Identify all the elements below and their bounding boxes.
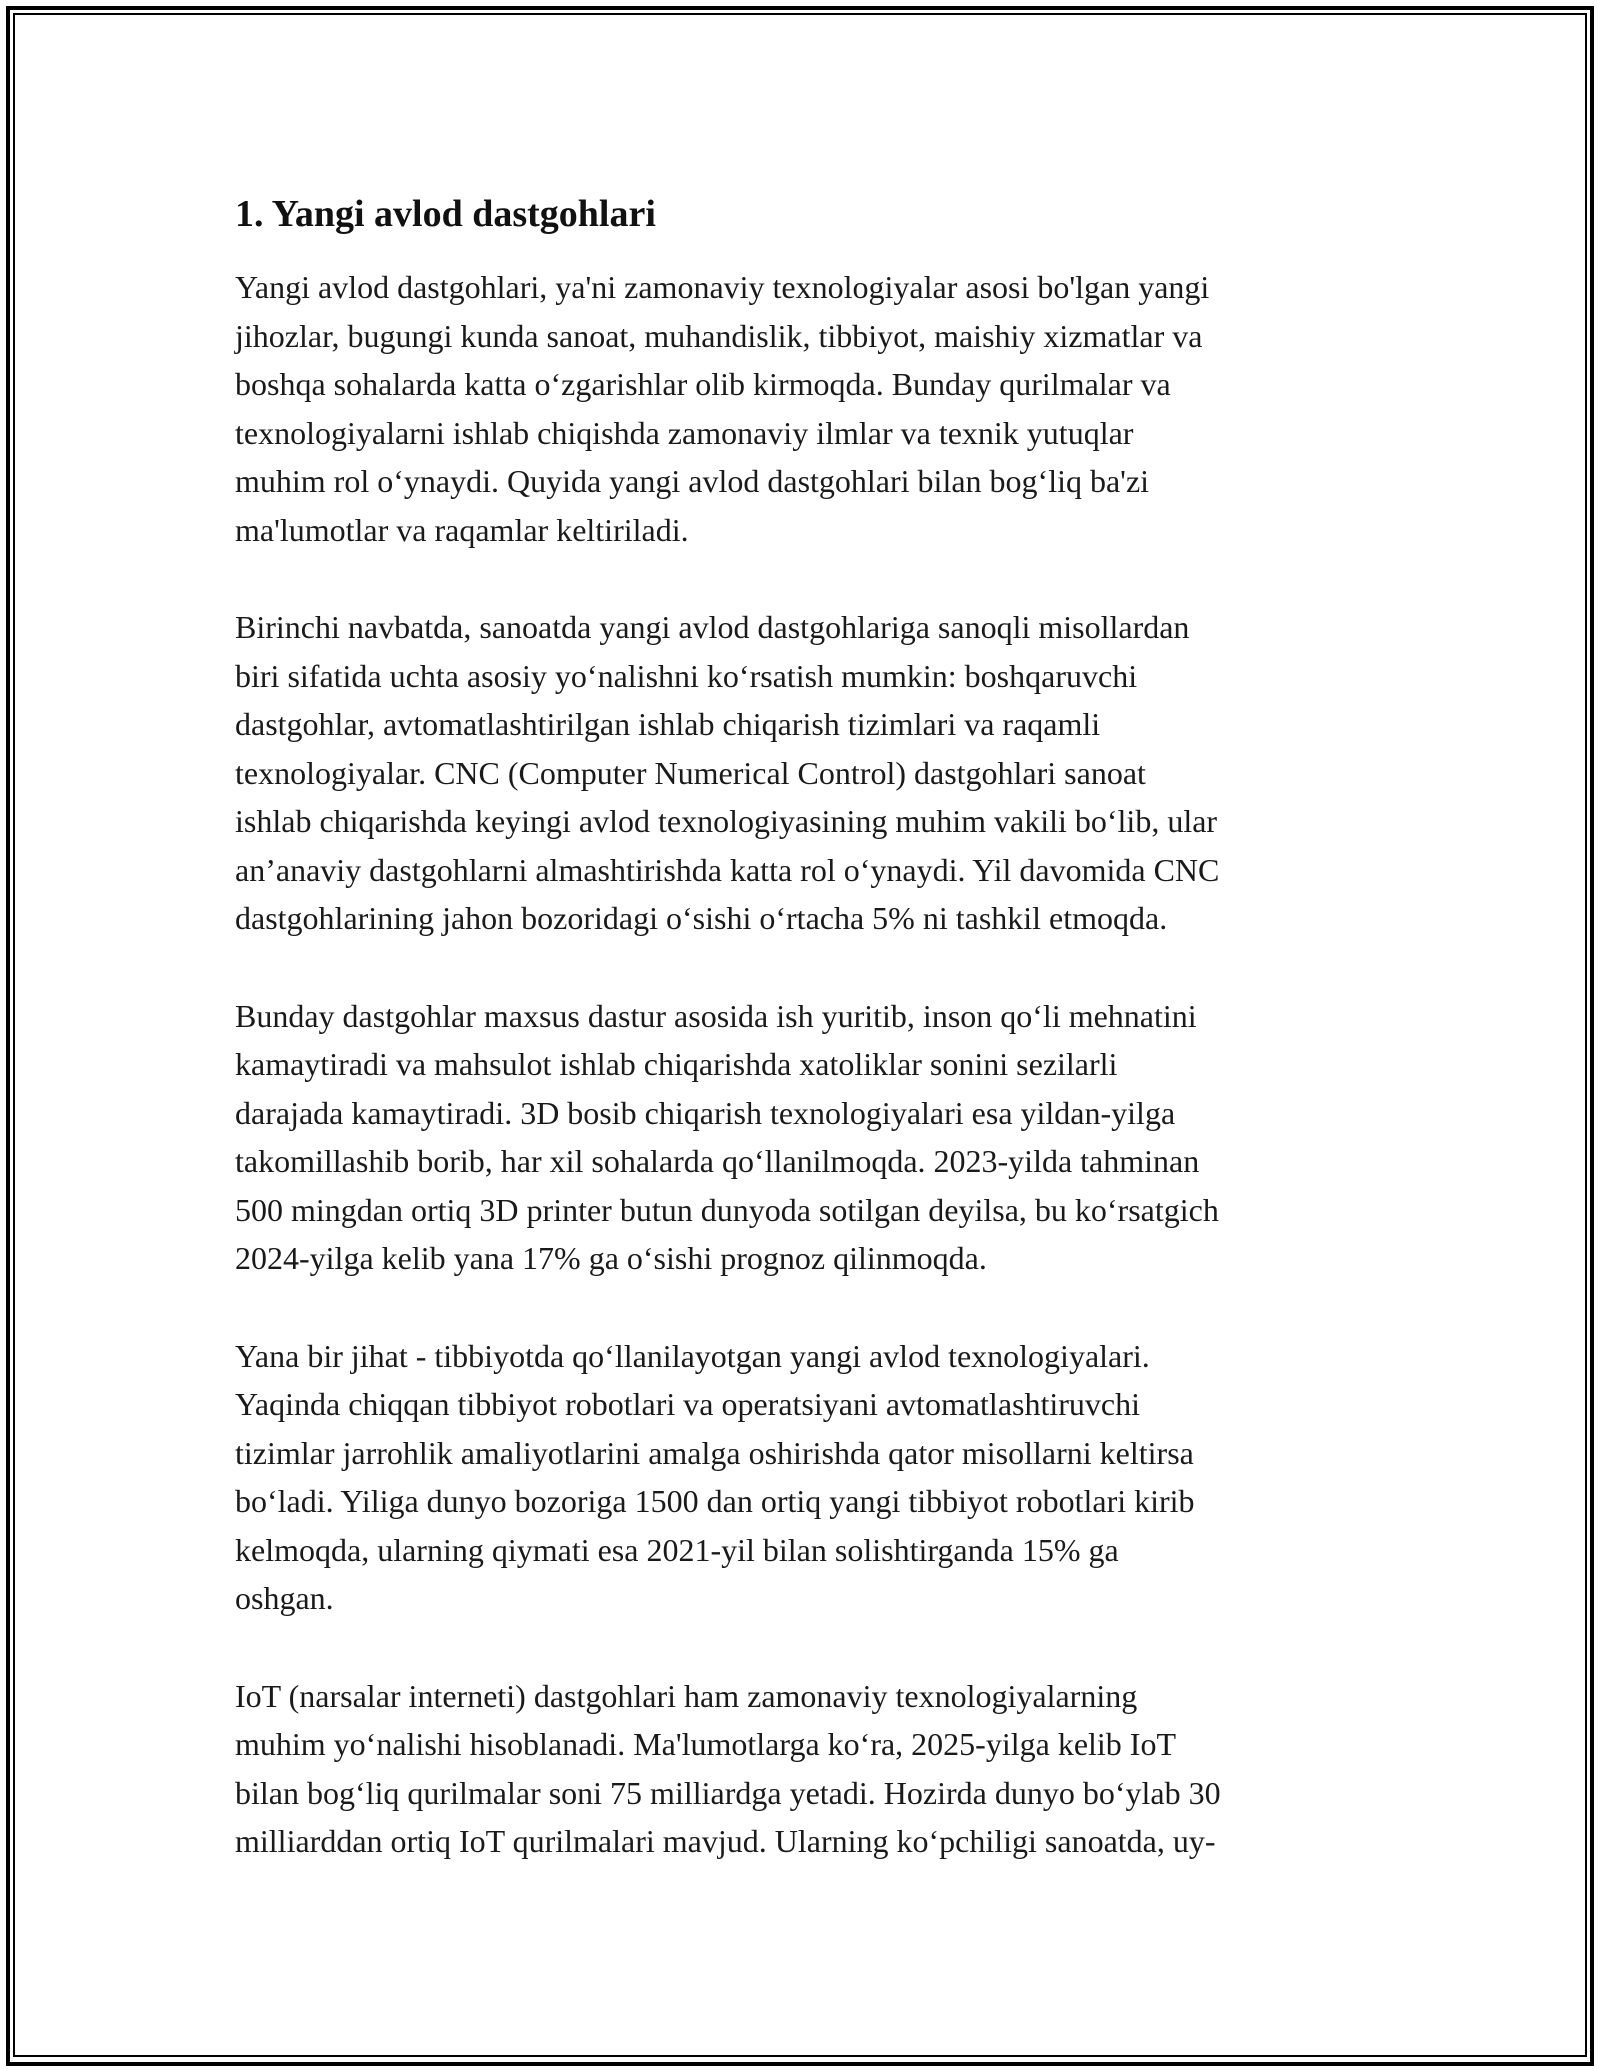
paragraph-cnc: Birinchi navbatda, sanoatda yangi avlod dastgohlariga sanoqli misollardan biri sifatida uchta asosiy yo‘nalishni ko‘rsatish mumkin: boshqaruvchi dastgohlar, avtomatlashtirilgan ishlab chiqarish tizimlari va raqamli texnologiyalar. CNC (Computer Numerical Control) dastgohlari sanoat ishlab chiqarishda keyingi avlod texnologiyasining muhim vakili bo‘lib, ular an’anaviy dastgohlarni almashtirishda katta rol o‘ynaydi. Yil davomida CNC dastgohlarining jahon bozoridagi o‘sishi o‘rtacha 5% ni tashkil etmoqda. <box>235 609 1220 936</box>
paragraph-3d-printing: Bunday dastgohlar maxsus dastur asosida ish yuritib, inson qo‘li mehnatini kamaytiradi va mahsulot ishlab chiqarishda xatoliklar sonini sezilarli darajada kamaytiradi. 3D bosib chiqarish texnologiyalari esa yildan-yilga takomillashib borib, har xil sohalarda qo‘llanilmoqda. 2023-yilda tahminan 500 mingdan ortiq 3D printer butun dunyoda sotilgan deyilsa, bu ko‘rsatgich 2024-yilga kelib yana 17% ga o‘sishi prognoz qilinmoqda. <box>235 997 1219 1276</box>
paragraph-iot: IoT (narsalar interneti) dastgohlari ham zamonaviy texnologiyalarning muhim yo‘nalishi hisoblanadi. Ma'lumotlarga ko‘ra, 2025-yilga kelib IoT bilan bog‘liq qurilmalar soni 75 milliardga yetadi. Hozirda dunyo bo‘ylab 30 milliarddan ortiq IoT qurilmalari mavjud. Ularning ko‘pchiligi sanoatda, uy- <box>235 1677 1221 1859</box>
paragraph-intro: Yangi avlod dastgohlari, ya'ni zamonaviy texnologiyalar asosi bo'lgan yangi jihozlar, bugungi kunda sanoat, muhandislik, tibbiyot, maishiy xizmatlar va boshqa sohalarda katta o‘zgarishlar olib kirmoqda. Bunday qurilmalar va texnologiyalarni ishlab chiqishda zamonaviy ilmlar va texnik yutuqlar muhim rol o‘ynaydi. Quyida yangi avlod dastgohlari bilan bog‘liq ba'zi ma'lumotlar va raqamlar keltiriladi. <box>235 269 1210 548</box>
paragraph-medical-robots: Yana bir jihat - tibbiyotda qo‘llanilayotgan yangi avlod texnologiyalari. Yaqinda chiqqan tibbiyot robotlari va operatsiyani avtomatlashtiruvchi tizimlar jarrohlik amaliyotlarini amalga oshirishda qator misollarni keltirsa bo‘ladi. Yiliga dunyo bozoriga 1500 dan ortiq yangi tibbiyot robotlari kirib kelmoqda, ularning qiymati esa 2021-yil bilan solishtirganda 15% ga oshgan. <box>235 1337 1195 1616</box>
document-body <box>235 185 1385 1915</box>
section-heading: 1. Yangi avlod dastgohlari <box>235 193 656 235</box>
